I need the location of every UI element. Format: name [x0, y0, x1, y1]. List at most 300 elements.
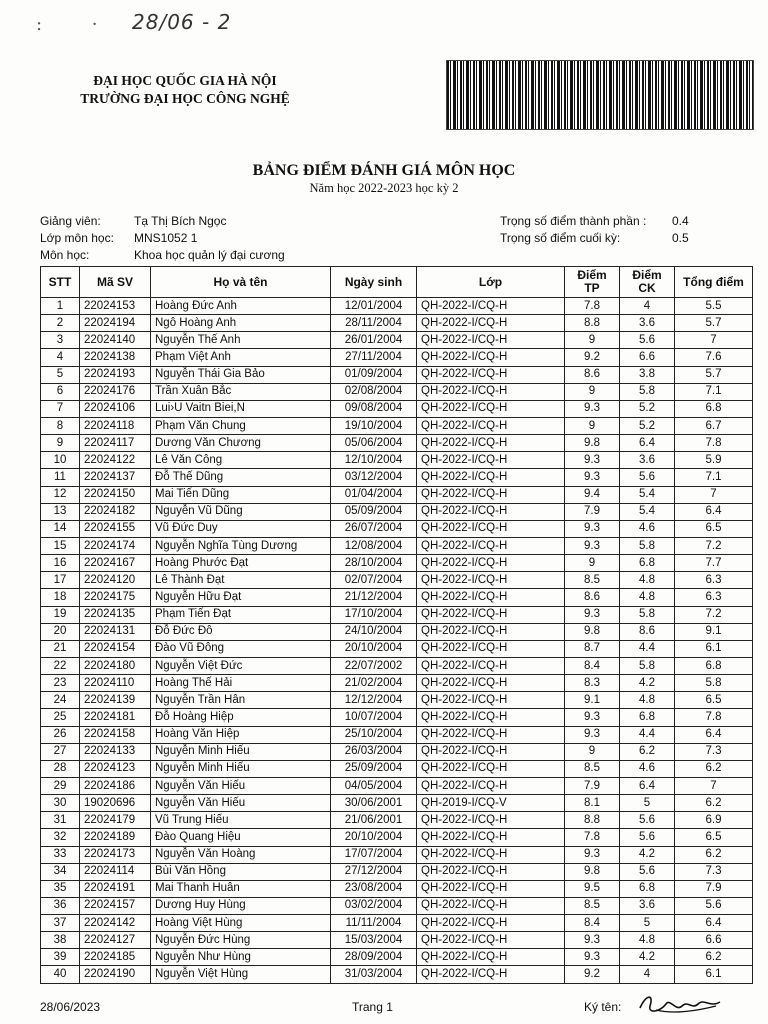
margin-dots: : ·: [36, 14, 120, 35]
table-row: [41, 366, 753, 383]
cell-total: 7.6: [675, 349, 753, 366]
cell-class: QH-2022-I/CQ-H: [417, 829, 565, 846]
cell-student-id: 22024185: [80, 949, 151, 966]
cell-ck: 4: [620, 298, 675, 315]
cell-stt: 15: [41, 537, 80, 554]
cell-tp: 9.3: [565, 452, 620, 469]
cell-ck: 3.6: [620, 897, 675, 914]
cell-name: Nguyễn Vũ Dũng: [151, 503, 331, 520]
cell-stt: 21: [41, 640, 80, 657]
cell-tp: 9.2: [565, 966, 620, 983]
cell-stt: 16: [41, 555, 80, 572]
cell-stt: 39: [41, 949, 80, 966]
cell-total: 6.2: [675, 846, 753, 863]
table-row: [41, 349, 753, 366]
cell-total: 7: [675, 777, 753, 794]
cell-student-id: 22024106: [80, 400, 151, 417]
cell-total: 6.7: [675, 417, 753, 434]
table-row: [41, 726, 753, 743]
cell-dob: 17/10/2004: [331, 606, 417, 623]
cell-stt: 32: [41, 829, 80, 846]
table-row: [41, 863, 753, 880]
cell-stt: 17: [41, 572, 80, 589]
cell-total: 6.4: [675, 503, 753, 520]
document-subtitle: Năm học 2022-2023 học kỳ 2: [309, 181, 459, 195]
cell-tp: 9.3: [565, 949, 620, 966]
table-row: [41, 452, 753, 469]
cell-tp: 9: [565, 332, 620, 349]
cell-tp: 9.8: [565, 435, 620, 452]
cell-stt: 40: [41, 966, 80, 983]
cell-student-id: 22024173: [80, 846, 151, 863]
cell-total: 5.7: [675, 315, 753, 332]
document-title: BẢNG ĐIỂM ĐÁNH GIÁ MÔN HỌC: [252, 162, 516, 179]
cell-stt: 19: [41, 606, 80, 623]
cell-dob: 21/06/2001: [331, 812, 417, 829]
cell-name: Ngô Hoàng Anh: [151, 315, 331, 332]
cell-name: Đỗ Hoàng Hiệp: [151, 709, 331, 726]
cell-ck: 5: [620, 795, 675, 812]
cell-student-id: 22024114: [80, 863, 151, 880]
class-label: Lớp môn học:: [40, 231, 114, 245]
cell-total: 6.2: [675, 760, 753, 777]
cell-ck: 4.8: [620, 692, 675, 709]
cell-class: QH-2022-I/CQ-H: [417, 897, 565, 914]
cell-total: 6.2: [675, 795, 753, 812]
cell-name: Nguyễn Trần Hân: [151, 692, 331, 709]
cell-dob: 27/11/2004: [331, 349, 417, 366]
header-dob: Ngày sinh: [331, 267, 417, 298]
cell-ck: 4: [620, 966, 675, 983]
cell-class: QH-2022-I/CQ-H: [417, 417, 565, 434]
table-row: [41, 400, 753, 417]
cell-name: Trần Xuân Bắc: [151, 383, 331, 400]
cell-stt: 36: [41, 897, 80, 914]
cell-name: Nguyễn Thái Gia Bảo: [151, 366, 331, 383]
cell-name: Hoàng Đức Anh: [151, 298, 331, 315]
cell-student-id: 22024176: [80, 383, 151, 400]
table-row: [41, 949, 753, 966]
cell-dob: 17/07/2004: [331, 846, 417, 863]
cell-name: Phạm Văn Chung: [151, 417, 331, 434]
cell-tp: 8.8: [565, 315, 620, 332]
cell-name: Mai Thanh Huân: [151, 880, 331, 897]
cell-student-id: 22024131: [80, 623, 151, 640]
cell-student-id: 22024133: [80, 743, 151, 760]
cell-total: 9.1: [675, 623, 753, 640]
cell-ck: 5.8: [620, 657, 675, 674]
table-row: [41, 503, 753, 520]
course-info: [40, 214, 480, 264]
table-row: [41, 743, 753, 760]
cell-name: Mai Tiến Dũng: [151, 486, 331, 503]
cell-name: Đỗ Thế Dũng: [151, 469, 331, 486]
cell-stt: 25: [41, 709, 80, 726]
school-name: TRƯỜNG ĐẠI HỌC CÔNG NGHỆ: [80, 91, 290, 106]
cell-stt: 38: [41, 932, 80, 949]
cell-name: Đỗ Đức Đô: [151, 623, 331, 640]
cell-stt: 12: [41, 486, 80, 503]
cell-ck: 3.6: [620, 315, 675, 332]
cell-stt: 33: [41, 846, 80, 863]
cell-total: 6.1: [675, 966, 753, 983]
cell-tp: 7.9: [565, 777, 620, 794]
cell-dob: 12/12/2004: [331, 692, 417, 709]
cell-stt: 5: [41, 366, 80, 383]
table-row: [41, 915, 753, 932]
cell-student-id: 22024118: [80, 417, 151, 434]
cell-total: 6.4: [675, 915, 753, 932]
cell-total: 6.3: [675, 572, 753, 589]
cell-student-id: 22024194: [80, 315, 151, 332]
university-name: ĐẠI HỌC QUỐC GIA HÀ NỘI: [93, 73, 277, 88]
cell-total: 5.7: [675, 366, 753, 383]
cell-tp: 8.1: [565, 795, 620, 812]
cell-stt: 23: [41, 675, 80, 692]
table-row: [41, 966, 753, 983]
cell-name: Nguyễn Nghĩa Tùng Dương: [151, 537, 331, 554]
table-row: [41, 520, 753, 537]
cell-stt: 22: [41, 657, 80, 674]
cell-total: 6.8: [675, 400, 753, 417]
cell-name: Vũ Đức Duy: [151, 520, 331, 537]
cell-name: Nguyễn Thế Anh: [151, 332, 331, 349]
cell-total: 6.1: [675, 640, 753, 657]
cell-dob: 03/12/2004: [331, 469, 417, 486]
cell-total: 6.5: [675, 520, 753, 537]
weight-final-label: Trọng số điểm cuối kỳ:: [500, 231, 621, 245]
cell-name: Phạm Tiến Đạt: [151, 606, 331, 623]
cell-student-id: 22024137: [80, 469, 151, 486]
cell-student-id: 22024158: [80, 726, 151, 743]
cell-student-id: 22024180: [80, 657, 151, 674]
header-stt: STT: [41, 267, 80, 298]
cell-dob: 01/04/2004: [331, 486, 417, 503]
cell-student-id: 22024167: [80, 555, 151, 572]
cell-name: Nguyễn Minh Hiếu: [151, 760, 331, 777]
cell-tp: 8.3: [565, 675, 620, 692]
lecturer-value: Tạ Thị Bích Ngọc: [134, 214, 227, 228]
cell-name: Hoàng Văn Hiệp: [151, 726, 331, 743]
cell-ck: 5.6: [620, 863, 675, 880]
cell-dob: 25/09/2004: [331, 760, 417, 777]
cell-total: 5.9: [675, 452, 753, 469]
footer-page: Trang 1: [352, 1000, 393, 1014]
cell-stt: 14: [41, 520, 80, 537]
table-row: [41, 555, 753, 572]
cell-ck: 5.2: [620, 417, 675, 434]
cell-class: QH-2022-I/CQ-H: [417, 537, 565, 554]
cell-stt: 35: [41, 880, 80, 897]
cell-name: Đào Vũ Đông: [151, 640, 331, 657]
cell-total: 6.9: [675, 812, 753, 829]
cell-class: QH-2022-I/CQ-H: [417, 298, 565, 315]
cell-dob: 10/07/2004: [331, 709, 417, 726]
cell-class: QH-2022-I/CQ-H: [417, 709, 565, 726]
cell-ck: 6.4: [620, 435, 675, 452]
cell-dob: 04/05/2004: [331, 777, 417, 794]
cell-stt: 29: [41, 777, 80, 794]
institution-header: [40, 72, 330, 108]
barcode-image: [446, 60, 754, 130]
table-row: [41, 812, 753, 829]
cell-student-id: 22024140: [80, 332, 151, 349]
table-row: [41, 932, 753, 949]
table-row: [41, 435, 753, 452]
cell-student-id: 22024182: [80, 503, 151, 520]
cell-stt: 24: [41, 692, 80, 709]
cell-dob: 27/12/2004: [331, 863, 417, 880]
cell-stt: 37: [41, 915, 80, 932]
cell-ck: 5.6: [620, 812, 675, 829]
table-row: [41, 417, 753, 434]
header-tp: Điểm TP: [565, 267, 620, 298]
cell-tp: 9.3: [565, 846, 620, 863]
cell-dob: 26/03/2004: [331, 743, 417, 760]
cell-student-id: 22024181: [80, 709, 151, 726]
table-row: [41, 298, 753, 315]
cell-student-id: 22024142: [80, 915, 151, 932]
cell-total: 7: [675, 486, 753, 503]
cell-tp: 8.5: [565, 760, 620, 777]
cell-tp: 9.3: [565, 932, 620, 949]
cell-tp: 9.3: [565, 726, 620, 743]
cell-student-id: 22024175: [80, 589, 151, 606]
cell-student-id: 22024157: [80, 897, 151, 914]
table-row: [41, 897, 753, 914]
cell-ck: 4.2: [620, 846, 675, 863]
cell-tp: 9: [565, 555, 620, 572]
footer-sign-label: Ký tên:: [584, 1000, 622, 1014]
cell-student-id: 22024154: [80, 640, 151, 657]
cell-stt: 13: [41, 503, 80, 520]
table-row: [41, 537, 753, 554]
table-row: [41, 675, 753, 692]
cell-ck: 5: [620, 915, 675, 932]
cell-dob: 24/10/2004: [331, 623, 417, 640]
cell-total: 7.8: [675, 709, 753, 726]
cell-stt: 1: [41, 298, 80, 315]
cell-stt: 30: [41, 795, 80, 812]
table-row: [41, 332, 753, 349]
cell-class: QH-2022-I/CQ-H: [417, 555, 565, 572]
cell-class: QH-2022-I/CQ-H: [417, 657, 565, 674]
weight-info: [500, 214, 750, 248]
cell-student-id: 22024153: [80, 298, 151, 315]
cell-tp: 7.8: [565, 298, 620, 315]
cell-ck: 5.6: [620, 469, 675, 486]
cell-name: Hoàng Thế Hải: [151, 675, 331, 692]
cell-student-id: 22024138: [80, 349, 151, 366]
cell-total: 7: [675, 332, 753, 349]
cell-name: Nguyễn Như Hùng: [151, 949, 331, 966]
header-class: Lớp: [417, 267, 565, 298]
cell-dob: 02/08/2004: [331, 383, 417, 400]
cell-ck: 8.6: [620, 623, 675, 640]
cell-ck: 6.6: [620, 349, 675, 366]
cell-dob: 15/03/2004: [331, 932, 417, 949]
cell-class: QH-2022-I/CQ-H: [417, 383, 565, 400]
cell-dob: 12/01/2004: [331, 298, 417, 315]
cell-ck: 4.4: [620, 640, 675, 657]
cell-total: 7.3: [675, 743, 753, 760]
cell-name: Hoàng Việt Hùng: [151, 915, 331, 932]
weight-component-label: Trọng số điểm thành phần :: [500, 214, 647, 228]
cell-ck: 3.6: [620, 452, 675, 469]
table-row: [41, 623, 753, 640]
cell-class: QH-2022-I/CQ-H: [417, 777, 565, 794]
cell-student-id: 22024186: [80, 777, 151, 794]
cell-class: QH-2022-I/CQ-H: [417, 435, 565, 452]
cell-name: Nguyễn Việt Hùng: [151, 966, 331, 983]
cell-stt: 28: [41, 760, 80, 777]
table-row: [41, 469, 753, 486]
cell-tp: 9.2: [565, 349, 620, 366]
cell-dob: 23/08/2004: [331, 880, 417, 897]
cell-ck: 4.8: [620, 932, 675, 949]
cell-dob: 12/08/2004: [331, 537, 417, 554]
cell-stt: 7: [41, 400, 80, 417]
header-name: Họ và tên: [151, 267, 331, 298]
cell-stt: 18: [41, 589, 80, 606]
cell-class: QH-2022-I/CQ-H: [417, 726, 565, 743]
cell-class: QH-2022-I/CQ-H: [417, 932, 565, 949]
cell-class: QH-2019-I/CQ-V: [417, 795, 565, 812]
cell-tp: 9.3: [565, 537, 620, 554]
cell-tp: 8.4: [565, 915, 620, 932]
cell-class: QH-2022-I/CQ-H: [417, 949, 565, 966]
cell-tp: 9: [565, 383, 620, 400]
cell-student-id: 22024189: [80, 829, 151, 846]
cell-class: QH-2022-I/CQ-H: [417, 915, 565, 932]
cell-total: 5.5: [675, 298, 753, 315]
cell-student-id: 22024193: [80, 366, 151, 383]
cell-tp: 8.6: [565, 589, 620, 606]
header-student-id: Mã SV: [80, 267, 151, 298]
cell-class: QH-2022-I/CQ-H: [417, 366, 565, 383]
cell-ck: 3.8: [620, 366, 675, 383]
cell-name: Lê Thành Đạt: [151, 572, 331, 589]
cell-tp: 9.1: [565, 692, 620, 709]
cell-total: 6.3: [675, 589, 753, 606]
cell-ck: 6.8: [620, 880, 675, 897]
cell-class: QH-2022-I/CQ-H: [417, 966, 565, 983]
cell-dob: 20/10/2004: [331, 640, 417, 657]
cell-ck: 6.4: [620, 777, 675, 794]
cell-ck: 6.8: [620, 555, 675, 572]
cell-tp: 8.6: [565, 366, 620, 383]
cell-stt: 3: [41, 332, 80, 349]
cell-ck: 4.2: [620, 949, 675, 966]
header-ck: Điểm CK: [620, 267, 675, 298]
handwritten-note: 28/06 - 2: [132, 10, 232, 34]
header-total: Tổng điểm: [675, 267, 753, 298]
cell-class: QH-2022-I/CQ-H: [417, 675, 565, 692]
cell-ck: 5.2: [620, 400, 675, 417]
cell-dob: 11/11/2004: [331, 915, 417, 932]
table-row: [41, 829, 753, 846]
cell-name: Nguyễn Hữu Đạt: [151, 589, 331, 606]
cell-stt: 8: [41, 417, 80, 434]
cell-dob: 02/07/2004: [331, 572, 417, 589]
cell-tp: 8.8: [565, 812, 620, 829]
cell-dob: 05/09/2004: [331, 503, 417, 520]
cell-dob: 31/03/2004: [331, 966, 417, 983]
cell-total: 7.2: [675, 606, 753, 623]
cell-tp: 8.7: [565, 640, 620, 657]
cell-total: 5.6: [675, 897, 753, 914]
cell-dob: 12/10/2004: [331, 452, 417, 469]
cell-stt: 4: [41, 349, 80, 366]
cell-class: QH-2022-I/CQ-H: [417, 760, 565, 777]
cell-dob: 28/11/2004: [331, 315, 417, 332]
cell-ck: 4.6: [620, 520, 675, 537]
cell-name: Nguyễn Văn Hiếu: [151, 777, 331, 794]
cell-stt: 31: [41, 812, 80, 829]
cell-class: QH-2022-I/CQ-H: [417, 623, 565, 640]
cell-ck: 4.4: [620, 726, 675, 743]
table-header-row: [41, 267, 753, 298]
cell-tp: 7.8: [565, 829, 620, 846]
cell-total: 6.5: [675, 692, 753, 709]
cell-name: Nguyễn Việt Đức: [151, 657, 331, 674]
cell-class: QH-2022-I/CQ-H: [417, 315, 565, 332]
cell-dob: 25/10/2004: [331, 726, 417, 743]
cell-class: QH-2022-I/CQ-H: [417, 692, 565, 709]
cell-name: Dương Huy Hùng: [151, 897, 331, 914]
cell-dob: 21/02/2004: [331, 675, 417, 692]
cell-name: Nguyễn Văn Hoàng: [151, 846, 331, 863]
cell-total: 6.8: [675, 657, 753, 674]
cell-stt: 6: [41, 383, 80, 400]
cell-tp: 7.9: [565, 503, 620, 520]
cell-class: QH-2022-I/CQ-H: [417, 452, 565, 469]
table-row: [41, 383, 753, 400]
cell-ck: 5.8: [620, 537, 675, 554]
cell-dob: 28/10/2004: [331, 555, 417, 572]
cell-tp: 8.4: [565, 657, 620, 674]
cell-dob: 26/01/2004: [331, 332, 417, 349]
cell-dob: 28/09/2004: [331, 949, 417, 966]
cell-tp: 9: [565, 743, 620, 760]
cell-stt: 34: [41, 863, 80, 880]
footer-date: 28/06/2023: [40, 1000, 101, 1014]
cell-name: Nguyễn Đức Hùng: [151, 932, 331, 949]
cell-student-id: 22024190: [80, 966, 151, 983]
cell-stt: 20: [41, 623, 80, 640]
cell-ck: 4.8: [620, 572, 675, 589]
cell-student-id: 22024122: [80, 452, 151, 469]
cell-student-id: 22024117: [80, 435, 151, 452]
table-row: [41, 795, 753, 812]
cell-ck: 4.8: [620, 589, 675, 606]
cell-class: QH-2022-I/CQ-H: [417, 572, 565, 589]
cell-dob: 20/10/2004: [331, 829, 417, 846]
cell-student-id: 22024191: [80, 880, 151, 897]
cell-class: QH-2022-I/CQ-H: [417, 640, 565, 657]
table-row: [41, 606, 753, 623]
lecturer-label: Giảng viên:: [40, 214, 101, 228]
cell-ck: 4.2: [620, 675, 675, 692]
table-row: [41, 777, 753, 794]
cell-tp: 9: [565, 417, 620, 434]
cell-class: QH-2022-I/CQ-H: [417, 349, 565, 366]
class-value: MNS1052 1: [134, 231, 198, 245]
cell-class: QH-2022-I/CQ-H: [417, 846, 565, 863]
cell-class: QH-2022-I/CQ-H: [417, 863, 565, 880]
cell-name: Lê Văn Công: [151, 452, 331, 469]
cell-total: 7.8: [675, 435, 753, 452]
